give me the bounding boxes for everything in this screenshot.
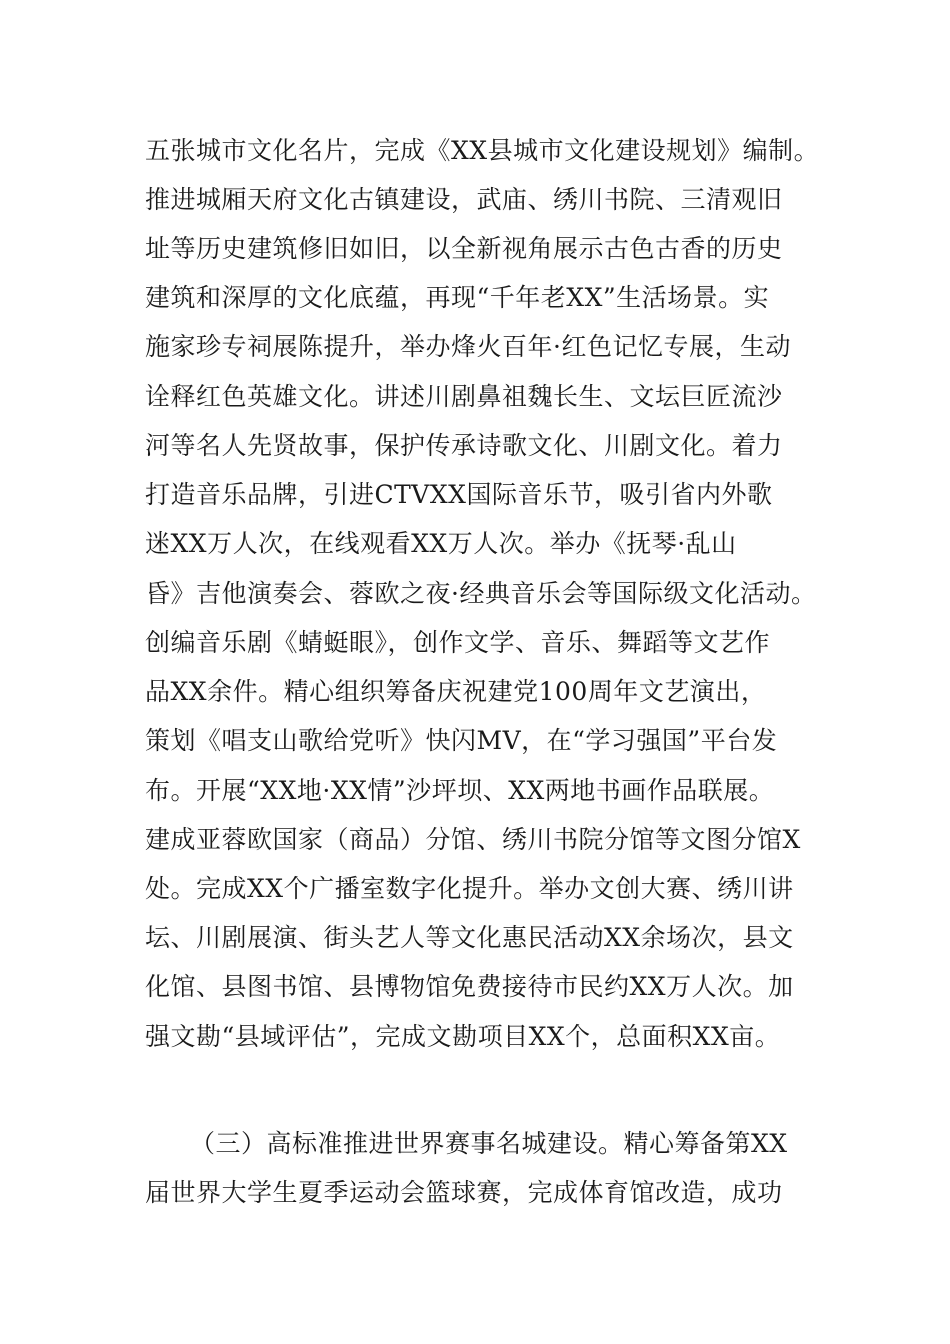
text-line: 坛、川剧展演、街头艺人等文化惠民活动XX余场次，县文 bbox=[145, 923, 794, 952]
text-line: 昏》吉他演奏会、蓉欧之夜·经典音乐会等国际级文化活动。 bbox=[145, 579, 817, 608]
text-line: 策划《唱支山歌给党听》快闪MV，在“学习强国”平台发 bbox=[145, 726, 778, 755]
text-line: 届世界大学生夏季运动会篮球赛，完成体育馆改造，成功 bbox=[145, 1178, 783, 1207]
text-line: 打造音乐品牌，引进CTVXX国际音乐节，吸引省内外歌 bbox=[145, 480, 773, 509]
section-heading-line: （三）高标准推进世界赛事名城建设。精心筹备第XX bbox=[190, 1129, 788, 1158]
text-line: 建筑和深厚的文化底蕴，再现“千年老XX”生活场景。实 bbox=[145, 283, 770, 312]
text-line: 址等历史建筑修旧如旧，以全新视角展示古色古香的历史 bbox=[145, 234, 783, 263]
text-line: 品XX余件。精心组织筹备庆祝建党100周年文艺演出， bbox=[145, 677, 767, 706]
text-line: 强文勘“县域评估”，完成文勘项目XX个，总面积XX亩。 bbox=[145, 1022, 781, 1051]
text-line: 施家珍专祠展陈提升，举办烽火百年·红色记忆专展，生动 bbox=[145, 332, 791, 361]
text-line: 处。完成XX个广播室数字化提升。举办文创大赛、绣川讲 bbox=[145, 874, 794, 903]
text-line: 河等名人先贤故事，保护传承诗歌文化、川剧文化。着力 bbox=[145, 431, 783, 460]
text-line: 建成亚蓉欧国家（商品）分馆、绣川书院分馆等文图分馆X bbox=[145, 825, 801, 854]
text-line: 迷XX万人次，在线观看XX万人次。举办《抚琴·乱山 bbox=[145, 529, 737, 558]
text-line: 创编音乐剧《蜻蜓眼》，创作文学、音乐、舞蹈等文艺作 bbox=[145, 628, 771, 657]
text-line: 五张城市文化名片，完成《XX县城市文化建设规划》编制。 bbox=[145, 136, 820, 165]
text-line: 化馆、县图书馆、县博物馆免费接待市民约XX万人次。加 bbox=[145, 972, 794, 1001]
text-line: 推进城厢天府文化古镇建设，武庙、绣川书院、三清观旧 bbox=[145, 185, 783, 214]
text-line: 诠释红色英雄文化。讲述川剧鼻祖魏长生、文坛巨匠流沙 bbox=[145, 382, 783, 411]
text-line: 布。开展“XX地·XX情”沙坪坝、XX两地书画作品联展。 bbox=[145, 776, 775, 805]
